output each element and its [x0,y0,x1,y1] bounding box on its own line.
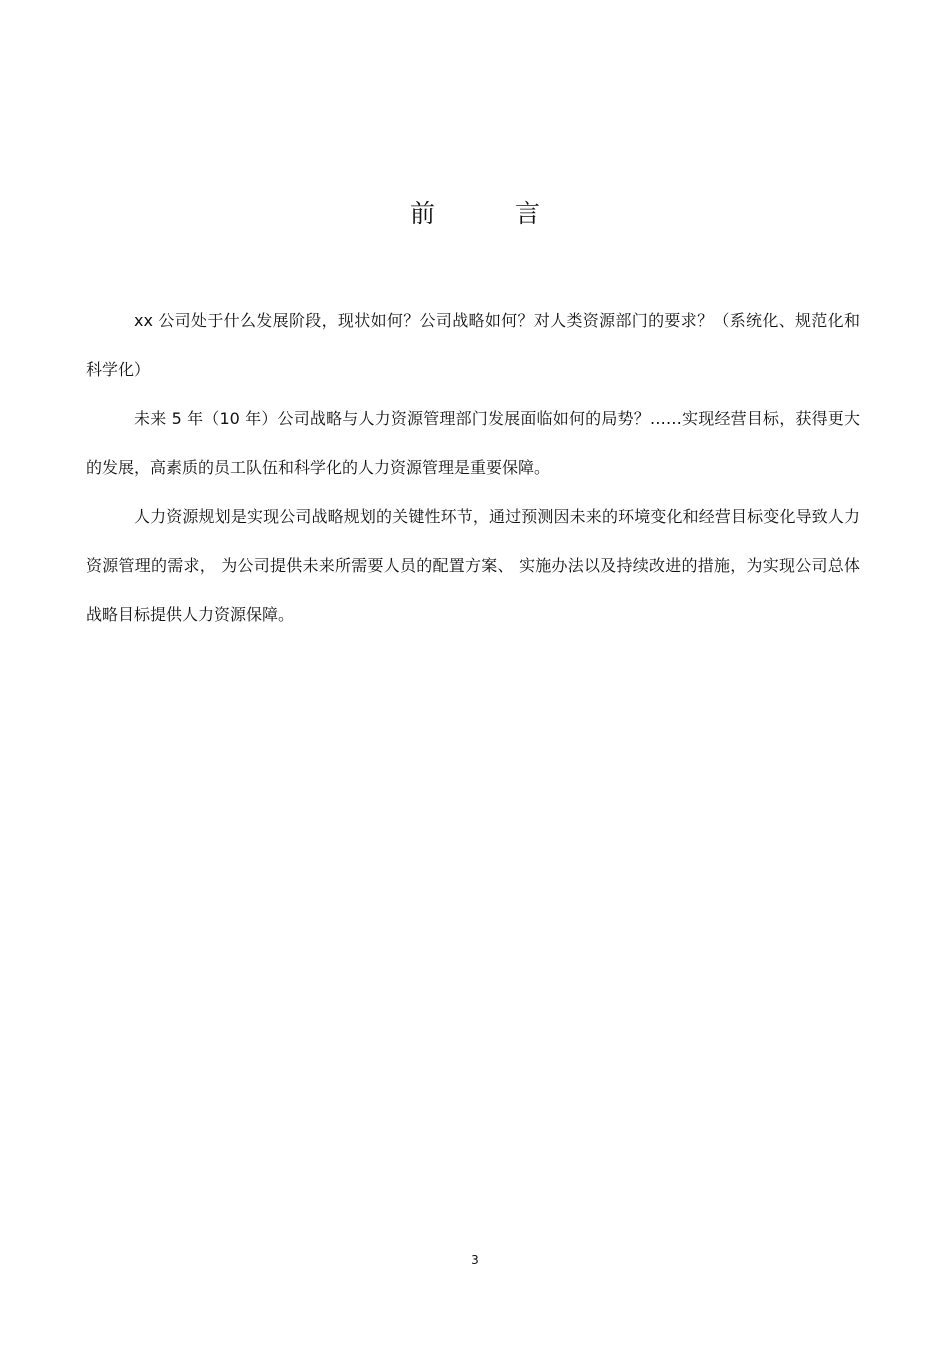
paragraph-2: 未来 5 年（10 年）公司战略与人力资源管理部门发展面临如何的局势？……实现经营目标，获得更大的发展，高素质的员工队伍和科学化的人力资源管理是重要保障。 [86,409,860,477]
paragraph-3: 人力资源规划是实现公司战略规划的关键性环节，通过预测因未来的环境变化和经营目标变化导致人力资源管理的需求， 为公司提供未来所需要人员的配置方案、 实施办法以及持续改进的措施，为实现公司总体战略目标提供人力资源保障。 [86,507,860,624]
page-title: 前 言 [410,199,576,228]
body-text [86,296,860,639]
paragraph-1: xx 公司处于什么发展阶段，现状如何？公司战略如何？对人类资源部门的要求？（系统化、规范化和科学化） [86,311,860,379]
page-number: 3 [471,1253,479,1267]
